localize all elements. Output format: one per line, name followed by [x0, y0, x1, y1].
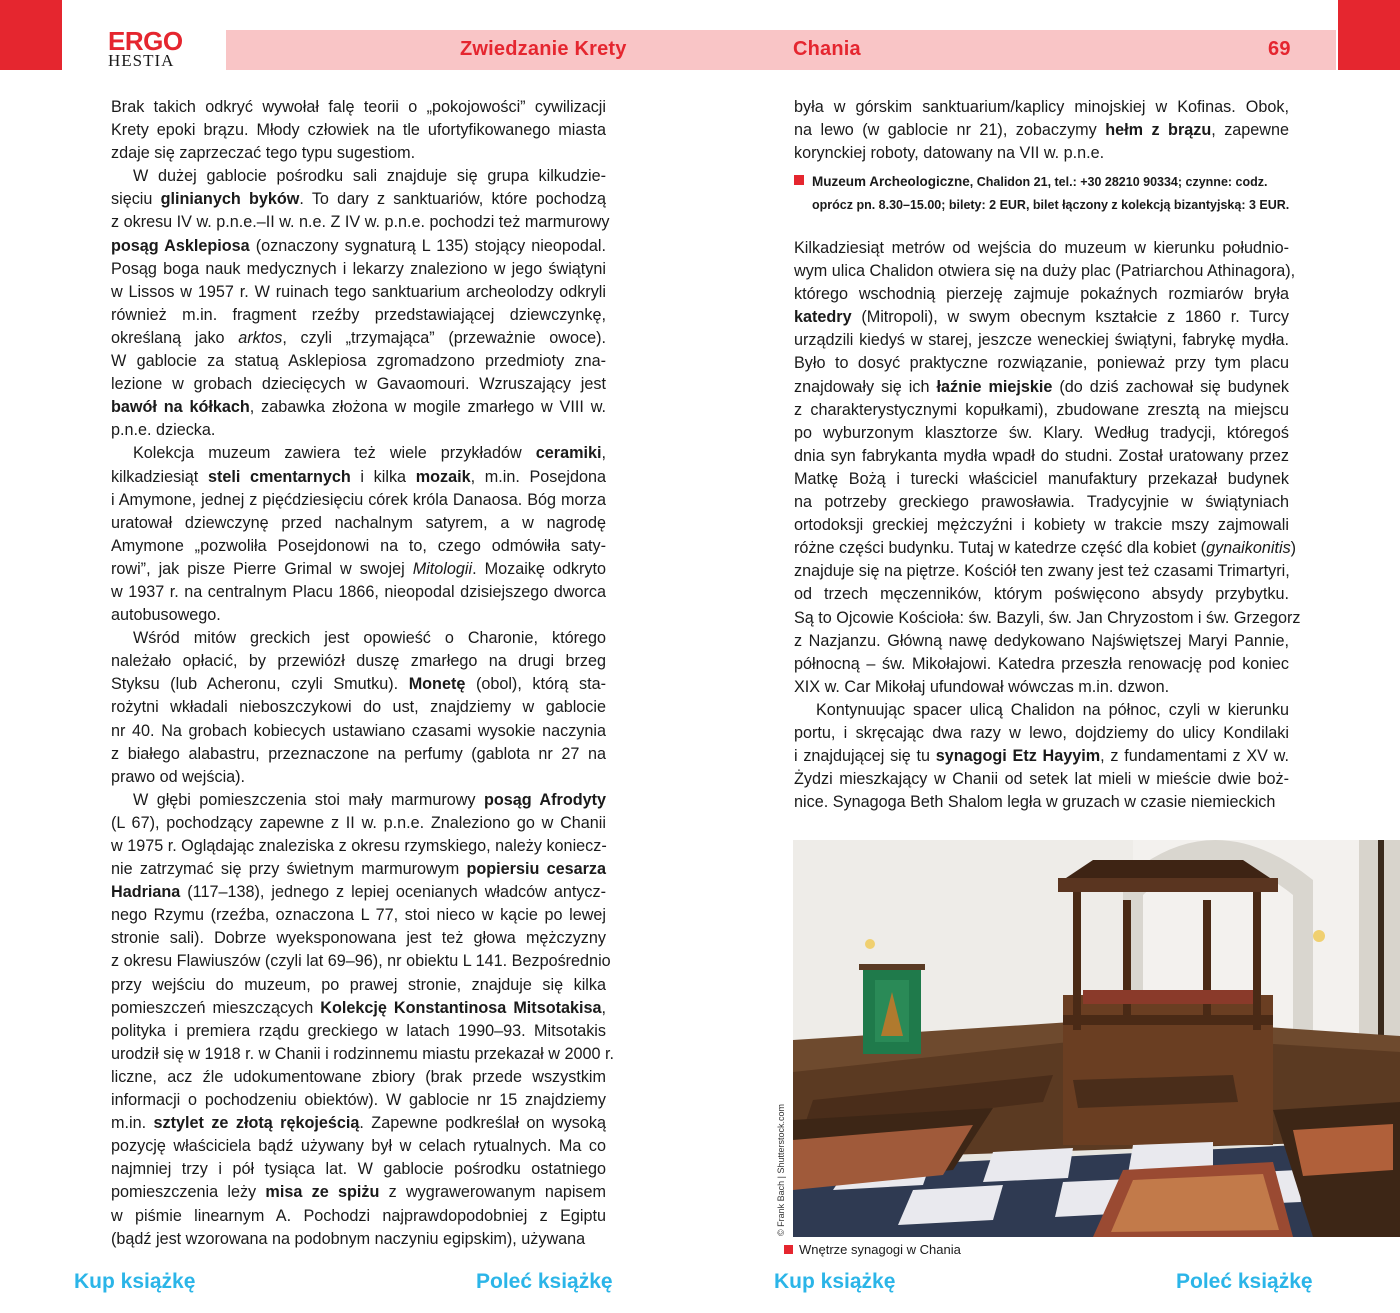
text-line — [794, 142, 1289, 165]
text-segment: liczne, acz źle udokumentowane zbiory (brak przede wszystkim — [111, 1067, 606, 1086]
text-segment: Żydzi mieszkający w Chanii od setek lat mieli w mieście dwie boż- — [794, 770, 1289, 789]
right-text-column-top — [794, 96, 1289, 165]
text-line — [794, 237, 1289, 260]
recommend-book-link-right[interactable]: Poleć książkę — [1176, 1270, 1313, 1293]
text-segment: nice. Synagoga Beth Shalom legła w gruzach w czasie niemieckich — [794, 793, 1276, 812]
text-line — [111, 904, 606, 927]
museum-info-box — [794, 170, 1294, 217]
header-city-title: Chania — [793, 38, 861, 60]
text-segment: korynckiej roboty, datowany na VII w. p.n.e. — [794, 144, 1105, 163]
text-segment: określaną jako — [111, 328, 239, 347]
text-line — [794, 560, 1289, 583]
text-segment: należało opłacić, by przewiózł duszę zmarłego na drugi brzeg — [111, 652, 606, 671]
bold-term: Monetę — [408, 675, 466, 694]
bold-term: posąg Afrodyty — [483, 790, 606, 809]
text-segment: portu, i skręcając dwa razy w lewo, dojdziemy do ulicy Kondilaki — [794, 723, 1289, 742]
text-line — [794, 468, 1289, 491]
text-line — [111, 1228, 606, 1251]
text-line — [794, 491, 1289, 514]
text-segment: przy wejściu do muzeum, po prawej stronie, znajduje się kilka — [111, 975, 606, 994]
paragraph — [111, 627, 606, 789]
text-segment: Matkę Bożą i turecki właściciel manufaktury przekazał budynek — [794, 469, 1289, 488]
bold-term: sztylet ze złotą rękojeścią — [153, 1114, 360, 1133]
text-line — [111, 442, 606, 465]
text-line — [794, 768, 1289, 791]
text-line — [794, 514, 1289, 537]
text-line — [794, 676, 1289, 699]
text-segment: (oznaczony sygnaturą L 135) stojący nieopodal. — [249, 236, 606, 255]
text-segment: z wygrawerowanym napisem — [379, 1183, 606, 1202]
bold-term: ceramiki — [535, 444, 602, 463]
paragraph — [111, 789, 614, 1251]
text-segment: kilkadziesiąt — [111, 467, 208, 486]
text-segment: urodził się w 1918 r. w Chanii i rodzinnemu miastu przekazał w 2000 r. — [111, 1044, 614, 1063]
text-segment: północną – św. Mikołajowi. Katedra przeszła renowację pod koniec — [794, 654, 1289, 673]
text-segment: zdaje się zaprzeczać tego typu sugestiom. — [111, 144, 416, 163]
text-line — [111, 1135, 606, 1158]
text-line — [111, 396, 606, 419]
text-segment: XIX w. Car Mikołaj ufundował wówczas m.in. dzwon. — [794, 677, 1170, 696]
text-line — [111, 673, 606, 696]
text-segment: (117–138), jednego z lepiej ocenianych władców antycz- — [180, 883, 606, 902]
text-segment: z Nazjanzu. Główną nawę dedykowano Najświętszej Maryi Pannie, — [794, 631, 1289, 650]
text-line — [111, 696, 606, 719]
bold-term: katedry — [794, 308, 852, 327]
text-line — [794, 537, 1297, 560]
text-line — [111, 119, 606, 142]
left-text-column — [111, 96, 614, 1251]
text-segment: Kolekcja muzeum zawiera też wiele przykładów — [133, 444, 536, 463]
text-segment: (obol), którą sta- — [465, 675, 606, 694]
text-line — [111, 1020, 606, 1043]
header-section-title: Zwiedzanie Krety — [460, 38, 627, 60]
text-line — [111, 373, 606, 396]
text-segment: rowi”, jak pisze Pierre Grimal w swojej — [111, 559, 413, 578]
text-segment: Krety epoki brązu. Młody człowiek na tle ufortyfikowanego miasta — [111, 121, 606, 140]
text-segment: Styksu (lub Acheronu, czyli Smutku). — [111, 675, 409, 694]
bold-term: synagogi Etz Hayyim — [935, 747, 1101, 766]
text-line — [111, 1205, 606, 1228]
text-segment: , — [601, 998, 606, 1017]
text-line — [111, 1158, 606, 1181]
buy-book-link-right[interactable]: Kup książkę — [774, 1270, 896, 1293]
text-line — [794, 422, 1289, 445]
text-segment: . Zapewne podkreślał on wysoką — [359, 1114, 606, 1133]
photo-caption — [784, 1242, 961, 1257]
text-segment: , z fundamentami z XV w. — [1100, 747, 1289, 766]
text-line — [111, 997, 606, 1020]
text-segment: nr 40. Na grobach kobiecych ustawiano czasami wysokie naczynia — [111, 721, 606, 740]
text-segment: nego Rzymu (rzeźba, oznaczona L 77, stoi nieco w kącie po lewej — [111, 906, 606, 925]
text-line — [794, 722, 1289, 745]
text-line — [794, 745, 1289, 768]
paragraph — [794, 237, 1301, 699]
text-segment: Wśród mitów greckich jest opowieść o Charonie, którego — [133, 629, 606, 648]
text-segment: w Lissos w 1957 r. W ruinach tego sanktuarium archeolodzy odkryli — [111, 282, 606, 301]
bold-term: Hadriana — [111, 883, 181, 902]
text-line — [794, 583, 1289, 606]
text-segment: nie zatrzymać się przy świetnym marmurowym — [111, 860, 467, 879]
text-segment: polityka i premiera rządu greckiego w latach 1990–93. Mitsotakis — [111, 1021, 606, 1040]
text-segment: ) — [1290, 539, 1297, 558]
text-segment: (bądź jest wzorowana na podobnym naczyniu egipskim), używana — [111, 1229, 586, 1248]
text-line — [111, 1112, 606, 1135]
text-segment: z białego alabastru, przeznaczone na perfumy (gablota nr 27 na — [111, 744, 606, 763]
text-segment: W gablocie za statuą Asklepiosa zgromadzono przedmioty zna- — [111, 352, 606, 371]
text-line — [794, 630, 1289, 653]
text-line — [794, 352, 1289, 375]
text-line — [794, 653, 1289, 676]
text-segment: , m.in. Posejdona — [470, 467, 606, 486]
text-line — [111, 881, 606, 904]
text-line — [111, 1089, 606, 1112]
bold-term: steli cmentarnych — [207, 467, 351, 486]
text-segment: i kilka — [350, 467, 416, 486]
text-line — [111, 743, 606, 766]
museum-address: , Chalidon 21, tel.: +30 28210 90334; czynne: codz. — [969, 175, 1268, 189]
text-segment: w piśmie linearnym A. Pochodzi najprawdopodobniej z Egiptu — [111, 1206, 606, 1225]
photo-credit: © Frank Bach | Shutterstock.com — [776, 1103, 786, 1236]
text-segment: Kontynuując spacer ulicą Chalidon na północ, czyli w kierunku — [816, 700, 1289, 719]
text-segment: którego wschodnią pierzeję zajmuje pokaźnych rozmiarów bryła — [794, 285, 1289, 304]
text-segment: i Amymone, jednej z pięćdziesięciu córek króla Danaosa. Bóg morza — [111, 490, 606, 509]
text-segment: sięciu — [111, 190, 161, 209]
text-segment: z okresu Flawiuszów (czyli lat 69–96), nr obiektu L 141. Bezpośrednio — [111, 952, 611, 971]
text-segment: (L 67), pochodzący zapewne z II w. p.n.e. Znaleziono go w Chanii — [111, 813, 606, 832]
italic-term: arktos — [238, 328, 283, 347]
text-line — [111, 419, 606, 442]
text-segment: autobusowego. — [111, 606, 221, 625]
text-segment: Kilkadziesiąt metrów od wejścia do muzeum w kierunku południo- — [794, 239, 1289, 257]
logo-hestia: HESTIA — [108, 51, 175, 70]
corner-tab-right — [1338, 0, 1400, 70]
text-segment: W głębi pomieszczenia stoi mały marmurowy — [133, 790, 484, 809]
page-number: 69 — [1268, 38, 1291, 60]
text-segment: znajduje się na piętrze. Kościół ten zwany jest też czasami Trimartyri, — [794, 562, 1290, 581]
bold-term: popiersiu cesarza — [466, 860, 606, 879]
bold-term: Kolekcję Konstantinosa Mitsotakisa — [320, 998, 602, 1017]
text-line — [111, 142, 606, 165]
text-segment: rożytni wkładali nieboszczykowi do ust, znajdziemy w gablocie — [111, 698, 606, 717]
text-line — [111, 535, 606, 558]
text-segment: znajdowały się ich — [794, 377, 937, 396]
text-line — [111, 466, 606, 489]
text-segment: ortodoksji greckiej mężczyźni i kobiety w trakcie mszy zajmowali — [794, 516, 1289, 535]
text-segment: po wyburzonym klasztorze św. Klary. Według tradycji, któregoś — [794, 423, 1289, 442]
text-line — [111, 581, 606, 604]
text-line — [111, 350, 606, 373]
text-segment: m.in. — [111, 1114, 154, 1133]
logo-ergo: ERGO — [108, 26, 183, 56]
text-line — [111, 304, 606, 327]
text-segment: od trzech męczenników, którym poświęcono absydy przybytku. — [794, 585, 1289, 604]
text-segment: (do dziś zachował się budynek — [1052, 377, 1289, 396]
text-line — [111, 1181, 606, 1204]
text-line — [794, 260, 1296, 283]
right-text-column-main — [794, 237, 1301, 814]
text-segment: lezione w grobach dziecięcych w Gavaomouri. Wzruszający jest — [111, 375, 606, 394]
text-segment: , czyli „trzymająca” (przeważnie owoce). — [282, 328, 606, 347]
text-line — [111, 165, 606, 188]
text-line — [111, 188, 606, 211]
text-segment: z okresu IV w. p.n.e.–II w. n.e. Z IV w. p.n.e. pochodzi też marmurowy — [111, 213, 610, 232]
text-line — [111, 281, 606, 304]
text-segment: pomieszczeń mieszczących — [111, 998, 321, 1017]
text-line — [111, 211, 610, 234]
text-segment: , zabawka złożona w mogile zmarłego w VIII w. — [249, 398, 606, 417]
corner-tab-left — [0, 0, 62, 70]
photo-caption-text: Wnętrze synagogi w Chania — [799, 1242, 961, 1257]
text-segment: pomieszczenia leży — [111, 1183, 266, 1202]
text-line — [111, 974, 606, 997]
text-line — [111, 858, 606, 881]
text-line — [794, 119, 1289, 142]
text-line — [111, 835, 606, 858]
bold-term: bawół na kółkach — [111, 398, 250, 417]
header-band — [226, 30, 1336, 70]
text-segment: . To dary z sanktuariów, które pochodzą — [299, 190, 606, 209]
text-line — [111, 327, 606, 350]
text-segment: stronie sali). Dobrze wyeksponowana jest też głowa mężczyzny — [111, 929, 606, 948]
text-segment: była w górskim sanktuarium/kaplicy minojskiej w Kofinas. Obok, — [794, 98, 1289, 116]
text-segment: na potrzeby greckiego prawosławia. Tradycyjnie w świątyniach — [794, 493, 1289, 512]
text-line — [111, 927, 606, 950]
text-segment: , — [601, 444, 606, 463]
text-line — [111, 720, 606, 743]
buy-book-link-left[interactable]: Kup książkę — [74, 1270, 196, 1293]
text-segment: uratował dziewczynę przed nachalnym satyrem, a w nagrodę — [111, 513, 606, 532]
text-line — [111, 950, 611, 973]
bullet-square-icon — [794, 175, 804, 185]
italic-term: Mitologii — [412, 559, 473, 578]
text-line — [111, 812, 606, 835]
text-segment: różne części budynku. Tutaj w katedrze część dla kobiet ( — [794, 539, 1207, 558]
text-segment: w 1975 r. Oglądając znaleziska z okresu rzymskiego, należy koniecz- — [111, 837, 607, 855]
text-segment: również m.in. fragment rzeźby przedstawiającej dziewczynkę, — [111, 305, 606, 324]
text-segment: Brak takich odkryć wywołał falę teorii o „pokojowości” cywilizacji — [111, 98, 606, 116]
text-line — [794, 699, 1289, 722]
bold-term: posąg Asklepiosa — [111, 236, 250, 255]
text-line — [111, 96, 606, 119]
text-line — [794, 607, 1301, 630]
text-segment: w 1937 r. na centralnym Placu 1866, nieopodal dzisiejszego dworca — [111, 582, 606, 601]
text-line — [111, 1043, 614, 1066]
text-segment: Posąg boga nauk medycznych i lekarzy znaleziono w jego świątyni — [111, 259, 606, 278]
paragraph — [794, 96, 1289, 165]
text-segment: na lewo (w gablocie nr 21), zobaczymy — [794, 121, 1106, 140]
paragraph — [111, 96, 606, 165]
text-line — [794, 376, 1289, 399]
text-segment: pozycję właściciela bądź używany był w celach rytualnych. Ma co — [111, 1137, 606, 1156]
text-segment: informacji o pochodzeniu obiektów). W gablocie nr 15 znajdziemy — [111, 1091, 606, 1110]
text-line — [111, 558, 606, 581]
text-segment: urządzili kiedyś w starej, jeszcze weneckiej świątyni, fabrykę mydła. — [794, 331, 1289, 350]
text-line — [111, 627, 606, 650]
text-segment: Było to dosyć praktyczne rozwiązanie, ponieważ przy tym placu — [794, 354, 1289, 373]
bold-term: glinianych byków — [160, 190, 300, 209]
text-segment: prawo od wejścia). — [111, 767, 246, 786]
text-line — [794, 791, 1289, 814]
bold-term: łaźnie miejskie — [936, 377, 1053, 396]
text-segment: p.n.e. dziecka. — [111, 421, 216, 440]
paragraph — [111, 165, 610, 442]
museum-hours: oprócz pn. 8.30–15.00; bilety: 2 EUR, bilet łączony z kolekcją bizantyjską: 3 EUR. — [812, 198, 1290, 212]
paragraph — [111, 442, 606, 627]
text-line — [111, 512, 606, 535]
bold-term: mozaik — [415, 467, 471, 486]
text-line — [111, 604, 606, 627]
text-line — [111, 766, 606, 789]
text-segment: . Mozaikę odkryto — [472, 559, 606, 578]
text-line — [111, 489, 606, 512]
text-line — [794, 283, 1289, 306]
synagogue-photo — [793, 840, 1400, 1237]
bullet-square-icon — [784, 1245, 793, 1254]
text-segment: W dużej gablocie pośrodku sali znajduje się grupa kilkudzie- — [133, 167, 606, 186]
bold-term: hełm z brązu — [1105, 121, 1212, 140]
text-segment: z charakterystycznymi kopułkami), zbudowane zresztą na miejscu — [794, 400, 1289, 419]
paragraph — [794, 699, 1289, 814]
text-segment: (Mitropoli), w swym obecnym kształcie z 1860 r. Turcy — [851, 308, 1289, 327]
text-line — [794, 445, 1289, 468]
text-line — [794, 306, 1289, 329]
museum-name: Muzeum Archeologiczne — [812, 174, 970, 189]
text-segment: , zapewne — [1211, 121, 1290, 140]
text-segment: Są to Ojcowie Kościoła: św. Bazyli, św. Jan Chryzostom i św. Grzegorz — [794, 608, 1301, 627]
italic-term: gynaikonitis — [1206, 539, 1291, 558]
text-line — [111, 1066, 606, 1089]
recommend-book-link-left[interactable]: Poleć książkę — [476, 1270, 613, 1293]
text-line — [794, 329, 1289, 352]
text-line — [111, 258, 606, 281]
text-line — [794, 96, 1289, 119]
text-segment: najmniej trzy i pół tysiąca lat. W gablocie pośrodku ostatniego — [111, 1160, 606, 1179]
bold-term: misa ze spiżu — [265, 1183, 380, 1202]
text-segment: dnia syn fabrykanta mydła wpadł do studni. Został uratowany przez — [794, 446, 1289, 465]
text-line — [111, 235, 606, 258]
text-line — [794, 399, 1289, 422]
text-segment: Amymone „pozwoliła Posejdonowi na to, czego odmówiła saty- — [111, 536, 606, 555]
text-segment: wym ulica Chalidon otwiera się na duży plac (Patriarchou Athinagora), — [794, 262, 1296, 281]
text-line — [111, 650, 606, 673]
text-segment: i znajdującej się tu — [794, 747, 936, 766]
text-line — [111, 789, 606, 812]
